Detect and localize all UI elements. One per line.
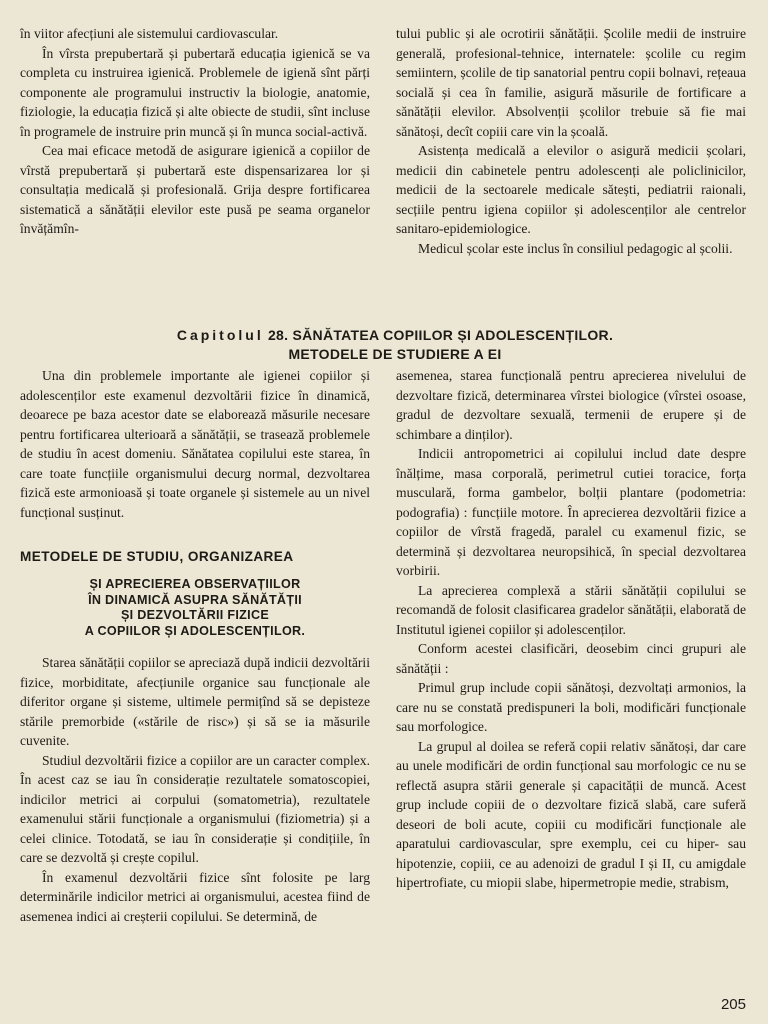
paragraph: asemenea, starea funcțională pentru aprecierea nivelului de dezvoltare fizică, determinarea vîrstei biologice (vîrstei osoase, gradul de dezvoltare sexuală, termenii de erupere și de schimbare a dinților). (396, 368, 746, 442)
paragraph: Indicii antropometrici ai copilului includ date despre înălțime, masa corporală, perimetrul cutiei toracice, forța musculară, forma gambelor, bolții plantare (podometria: podografia) : funcțiile motore. În aprecierea dezvoltării fizice a copiilor de vîrstă fragedă, paralel cu examenul fizic, se determină și dezvoltarea neuropsihică, în special dezvoltarea vorbirii. (396, 446, 746, 578)
paragraph: Starea sănătății copiilor se apreciază după indicii dezvoltării fizice, morbiditate, afecțiunile organice sau funcționale ale diferitor organe și sisteme, ultimele permițînd să se depisteze stările premorbide («stările de risc») și să se ia măsurile cuvenite. (20, 655, 370, 748)
subsection-title-line: ÎN DINAMICĂ ASUPRA SĂNĂTĂȚII (88, 592, 302, 607)
paragraph: în viitor afecțiuni ale sistemului cardiovascular. (20, 26, 279, 41)
subsection-title-line: A COPIILOR ȘI ADOLESCENȚILOR. (84, 623, 306, 638)
chapter-label: Capitolul (176, 327, 264, 343)
paragraph: Studiul dezvoltării fizice a copiilor are un caracter complex. În acest caz se iau în considerație rezultatele somatoscopiei, indicilor metrici ai corpului (somatometria), rezultatele examenului stării funcționale a organismului (fiziometria) și a celei clinice. Totodată, se iau în considerație și condițiile, în care se dezvoltă și crește copilul. (20, 752, 370, 865)
subsection-title (20, 577, 370, 639)
bottom-left-column (20, 366, 370, 926)
page-number: 205 (720, 996, 746, 1013)
top-right-column (396, 24, 746, 258)
paragraph: Cea mai eficace metodă de asigurare igienică a copiilor de vîrstă prepubertară și pubertară este dispensarizarea lor și consultația medicală și profesională. Grija despre fortificarea sistematică a sănătății elevilor este pusă pe seama organelor învățămîn- (20, 143, 370, 236)
section-title: METODELE DE STUDIU, ORGANIZAREA (20, 549, 294, 564)
paragraph: Primul grup include copii sănătoși, dezvoltați armonios, la care nu se constată predispuneri la boli, modificări funcționale sau morfologice. (396, 680, 746, 734)
intro-paragraph: Una din problemele importante ale igienei copiilor și adolescenților este examenul dezvoltării fizice în dinamică, deoarece pe baza acestor date se elaborează măsurile necesare pentru fortificarea ulterioară a sănătății, se trasează problemele de studiu în acest domeniu. Sănătatea copilului este starea, în care toate funcțiile organismului decurg normal, dezvoltarea fizică este armonioasă și toate organele și sistemele au un nivel funcțional susținut. (20, 368, 370, 520)
paragraph: Asistența medicală a elevilor o asigură medicii școlari, medicii din cabinetele pentru adolescenți ale policlinicilor, medicii de la sectoarele medicale sătești, pediatrii raionali, secțiile pentru igiena copiilor și adolescenților ale centrelor sanitaro-epidemiologice. (396, 143, 746, 236)
paragraph: În vîrsta prepubertară și pubertară educația igienică se va completa cu instruirea igienică. Problemele de igienă sînt părți componente ale programului instructiv la biologie, anatomie, fiziologie, la educația fizică și alte obiecte de studii, sînt incluse în programele de instruire prin muncă și în munca social-activă. (20, 45, 370, 139)
subsection-title-line: ȘI APRECIEREA OBSERVAȚIILOR (89, 577, 301, 591)
paragraph: În examenul dezvoltării fizice sînt folosite pe larg determinările indicilor metrici ai organismului, acestea fiind de asemenea indici ai creșterii copilului. Se determină, de (20, 869, 370, 924)
paragraph: Conform acestei clasificări, deosebim cinci grupuri ale sănătății : (396, 641, 746, 676)
chapter-title-line1: 28. SĂNĂTATEA COPIILOR ȘI ADOLESCENȚILOR. (267, 327, 614, 343)
top-left-column (20, 24, 370, 239)
paragraph: La aprecierea complexă a stării sănătății copilului se recomandă de folosit clasificarea gradelor sănătății, elaborată de Institutul igienei copiilor și adolescenților. (396, 582, 746, 637)
bottom-right-column (396, 366, 746, 893)
subsection-title-line: ȘI DEZVOLTĂRII FIZICE (120, 608, 270, 622)
paragraph: tului public și ale ocrotirii sănătății. Școlile medii de instruire generală, profesional-tehnice, internatele: școlile cu regim semiintern, școlile de tip sanatorial pentru copii bolnavi, rețeaua socială și cea în familie, asigură măsurile de fortificare a sănătății elevilor. Absolvenții școlilor trebuie să fie mai sănătoși, decît copiii care vin la școală. (396, 26, 746, 139)
paragraph: Medicul școlar este inclus în consiliul pedagogic al școlii. (418, 240, 733, 256)
chapter-title-line2: METODELE DE STUDIERE A EI (288, 346, 502, 362)
chapter-heading (90, 326, 700, 364)
paragraph: La grupul al doilea se referă copii relativ sănătoși, dar care au unele modificări de ordin funcțional sau morfologic ce nu se reflectă asupra stării generale și capacității de muncă. Acest grup include copiii de o dezvoltare fizică slabă, care suferă deseori de boli acute, copiii cu modificări funcționale ale aparatului cardiovascular, spre exemplu, cei cu hiper- sau hipotenzie, copiii, ce au adenoizi de gradul I și II, cu amigdale hipertrofiate, cu miopii slabe, hipermetropie medie, strabism, (396, 738, 746, 890)
